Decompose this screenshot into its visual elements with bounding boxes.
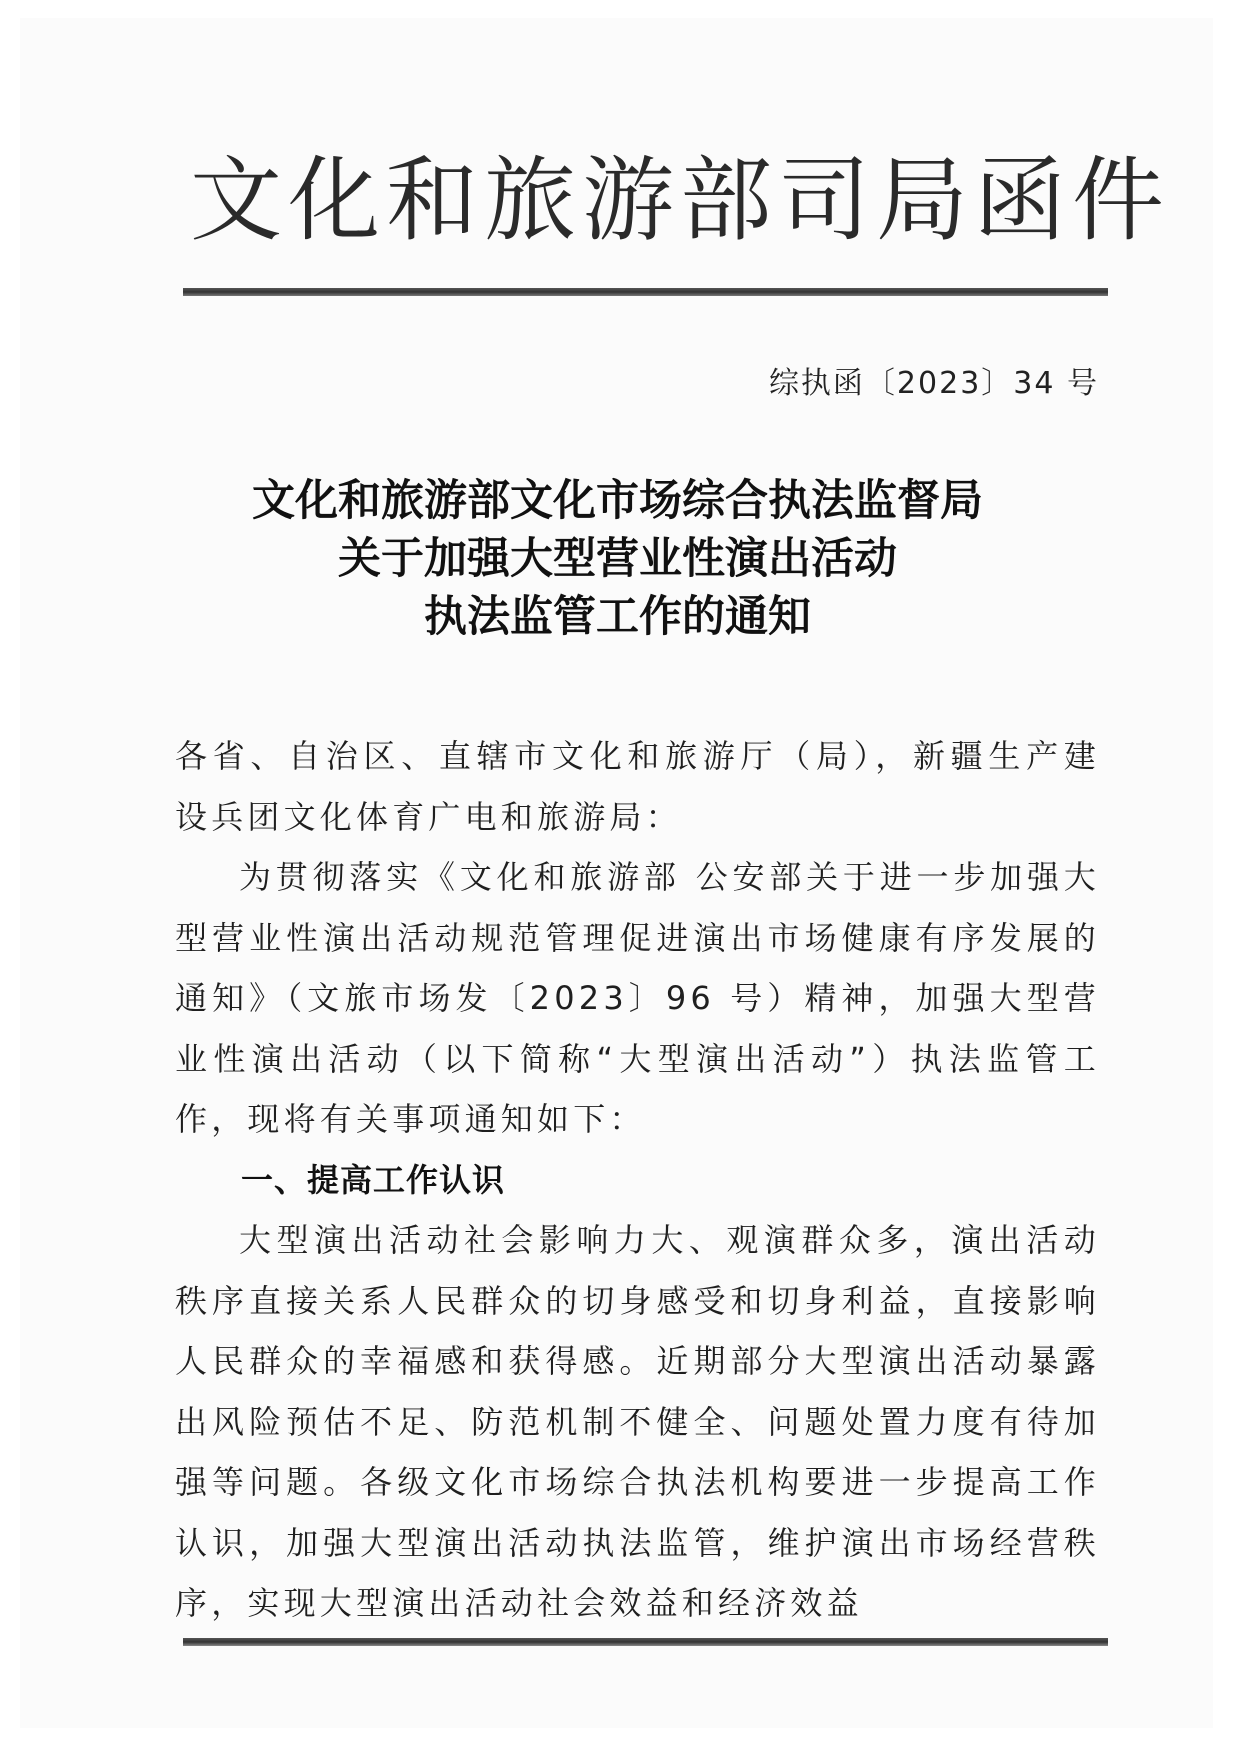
section-heading: 一、提高工作认识 xyxy=(241,1160,506,1199)
notice-title-line-2: 关于加强大型营业性演出活动 xyxy=(338,534,897,584)
notice-title-line-1: 文化和旅游部文化市场综合执法监督局 xyxy=(252,476,983,526)
intro-paragraph: 为贯彻落实《文化和旅游部 公安部关于进一步加强大型营业性演出活动规范管理促进演出市场健康有序发展的通知》（文旅市场发〔2023〕96 号）精神，加强大型营业性演出活动（以下简称“大型演出活动”）执法监管工作，现将有关事项通知如下： xyxy=(175,858,1100,1138)
footer-divider xyxy=(183,1638,1108,1646)
document-number: 综执函〔2023〕34 号 xyxy=(768,366,1099,401)
section-paragraph: 大型演出活动社会影响力大、观演群众多，演出活动秩序直接关系人民群众的切身感受和切身利益，直接影响人民群众的幸福感和获得感。近期部分大型演出活动暴露出风险预估不足、防范机制不健全、问题处置力度有待加强等问题。各级文化市场综合执法机构要进一步提高工作认识，加强大型演出活动执法监管，维护演出市场经营秩序，实现大型演出活动社会效益和经济效益 xyxy=(175,1221,1100,1622)
letterhead-divider xyxy=(183,288,1108,296)
letterhead-title: 文化和旅游部司局函件 xyxy=(190,147,1171,254)
document-body xyxy=(175,726,1100,1634)
addressee-paragraph: 各省、自治区、直辖市文化和旅游厅（局），新疆生产建设兵团文化体育广电和旅游局： xyxy=(175,737,1100,836)
notice-title-line-3: 执法监管工作的通知 xyxy=(424,592,811,642)
notice-title xyxy=(0,472,1235,646)
